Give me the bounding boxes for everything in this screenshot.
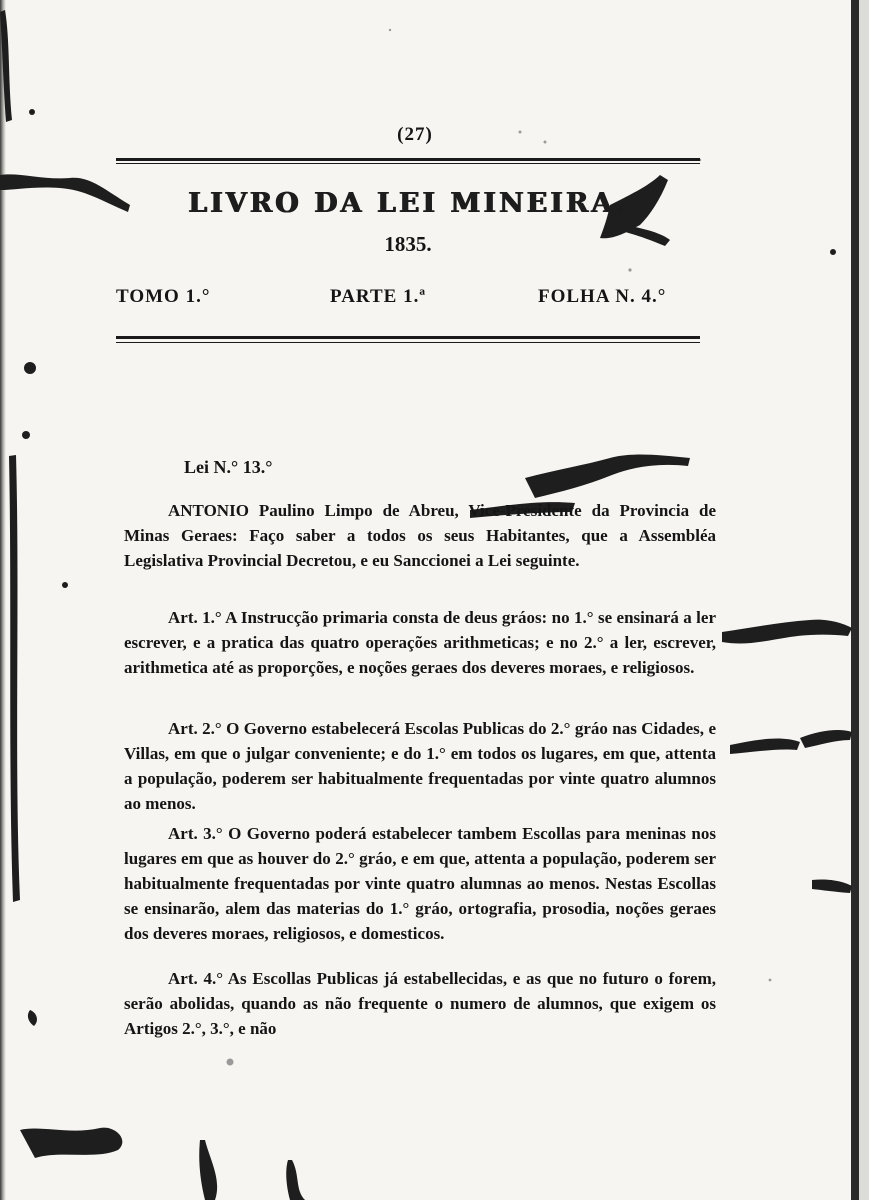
tomo-label: TOMO 1.° (116, 286, 211, 307)
law-title: Lei N.° 13.° (184, 457, 273, 477)
page-number: (27) (397, 124, 433, 145)
header-top-rule-thin (116, 163, 700, 164)
parte-label: PARTE 1.ª (330, 286, 427, 307)
header-bottom-rule (116, 336, 700, 339)
article-3: Art. 3.° O Governo poderá estabelecer tambem Escollas para meninas nos lugares em que as houver do 2.° gráo, e em que, attenta a população, poderem ser habitualmente frequentadas por vinte quatro alumnas ao menos. Nestas Escollas se ensinarão, alem das materias do 1.° gráo, ortografia, prosodia, noções geraes dos deveres moraes, religiosos, e domesticos. (124, 824, 716, 943)
article-4: Art. 4.° As Escollas Publicas já estabellecidas, e as que no futuro o forem, serão abolidas, quando as não frequente o numero de alumnos, que exigem os Artigos 2.°, 3.°, e não (124, 969, 716, 1038)
folha-label: FOLHA N. 4.° (538, 286, 667, 307)
header-bottom-rule-thin (116, 342, 700, 343)
publication-year: 1835. (384, 232, 432, 256)
header-top-rule (116, 158, 700, 161)
article-1: Art. 1.° A Instrucção primaria consta de deus gráos: no 1.° se ensinará a ler escrever, e a pratica das quatro operações arithmeticas; e no 2.° a ler, escrever, arithmetica até as proporções, e noções geraes dos deveres moraes, e religiosos. (124, 608, 716, 677)
book-title: LIVRO DA LEI MINEIRA. (188, 188, 628, 219)
law-preamble: ANTONIO Paulino Limpo de Abreu, Vice-Presidente da Provincia de Minas Geraes: Faço saber a todos os seus Habitantes, que a Assembléa Legislativa Provincial Decretou, e eu Sanccionei a Lei seguinte. (124, 501, 716, 570)
article-2: Art. 2.° O Governo estabelecerá Escolas Publicas do 2.° gráo nas Cidades, e Villas, em que o julgar conveniente; e do 1.° em todos os lugares, em que, attenta a população, poderem ser habitualmente frequentadas por vinte quatro alumnos ao menos. (124, 719, 716, 813)
